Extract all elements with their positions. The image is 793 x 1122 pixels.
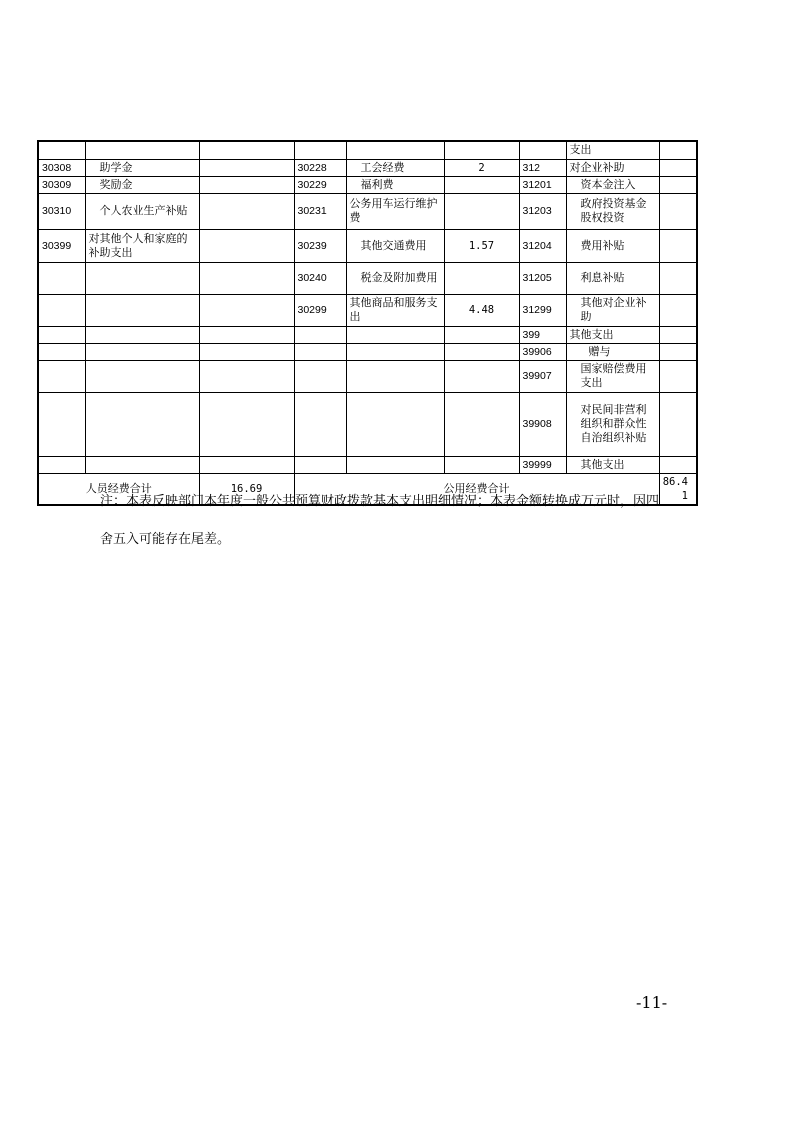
cell-name-2: 工会经费 bbox=[346, 159, 444, 176]
cell-name-2 bbox=[346, 392, 444, 456]
cell-value-3 bbox=[659, 360, 697, 392]
cell-code-3: 31205 bbox=[519, 262, 566, 294]
cell-name-1 bbox=[85, 294, 199, 326]
cell-name-3: 国家赔偿费用支出 bbox=[566, 360, 659, 392]
personnel-total-value: 16.69 bbox=[199, 473, 294, 505]
cell-name-3: 费用补贴 bbox=[566, 229, 659, 262]
cell-code-3: 31299 bbox=[519, 294, 566, 326]
cell-value-2 bbox=[444, 176, 519, 193]
table-row bbox=[38, 456, 697, 473]
cell-name-1: 奖励金 bbox=[85, 176, 199, 193]
table-row bbox=[38, 193, 697, 229]
cell-name-2 bbox=[346, 456, 444, 473]
budget-detail-table bbox=[37, 140, 698, 506]
cell-name-2 bbox=[346, 343, 444, 360]
cell-value-3 bbox=[659, 294, 697, 326]
cell-code-1 bbox=[38, 326, 85, 343]
cell-code-2: 30239 bbox=[294, 229, 346, 262]
cell-code-1 bbox=[38, 392, 85, 456]
cell-name-1 bbox=[85, 326, 199, 343]
cell-value-1 bbox=[199, 343, 294, 360]
cell-code-1 bbox=[38, 360, 85, 392]
table-row bbox=[38, 294, 697, 326]
cell-value-3 bbox=[659, 343, 697, 360]
table-row bbox=[38, 229, 697, 262]
cell-code-3: 39906 bbox=[519, 343, 566, 360]
cell-name-2 bbox=[346, 141, 444, 159]
cell-name-2: 公务用车运行维护费 bbox=[346, 193, 444, 229]
cell-value-2: 2 bbox=[444, 159, 519, 176]
cell-name-1 bbox=[85, 360, 199, 392]
cell-code-1: 30308 bbox=[38, 159, 85, 176]
cell-code-3: 399 bbox=[519, 326, 566, 343]
table-row bbox=[38, 141, 697, 159]
cell-name-1 bbox=[85, 392, 199, 456]
table-row bbox=[38, 343, 697, 360]
cell-name-3: 其他对企业补助 bbox=[566, 294, 659, 326]
cell-value-3 bbox=[659, 326, 697, 343]
cell-value-3 bbox=[659, 141, 697, 159]
table-row bbox=[38, 176, 697, 193]
cell-value-2 bbox=[444, 456, 519, 473]
cell-name-3: 其他支出 bbox=[566, 456, 659, 473]
cell-value-3 bbox=[659, 159, 697, 176]
page-number: -11- bbox=[636, 993, 668, 1012]
cell-value-3 bbox=[659, 193, 697, 229]
cell-value-1 bbox=[199, 176, 294, 193]
table-note: 注：本表反映部门本年度一般公共预算财政拨款基本支出明细情况；本表金额转换成万元时，因四 bbox=[100, 494, 660, 509]
cell-name-3: 利息补贴 bbox=[566, 262, 659, 294]
cell-code-2 bbox=[294, 343, 346, 360]
cell-code-2: 30299 bbox=[294, 294, 346, 326]
cell-code-1: 30310 bbox=[38, 193, 85, 229]
cell-name-3: 对民间非营利组织和群众性自治组织补贴 bbox=[566, 392, 659, 456]
cell-code-3 bbox=[519, 141, 566, 159]
cell-value-2 bbox=[444, 141, 519, 159]
cell-value-3 bbox=[659, 176, 697, 193]
cell-name-1 bbox=[85, 343, 199, 360]
cell-code-3: 31201 bbox=[519, 176, 566, 193]
cell-value-3 bbox=[659, 456, 697, 473]
cell-value-2 bbox=[444, 262, 519, 294]
cell-code-1 bbox=[38, 141, 85, 159]
cell-name-1 bbox=[85, 141, 199, 159]
table-note-continued: 舍五入可能存在尾差。 bbox=[100, 532, 231, 547]
cell-name-3: 政府投资基金股权投资 bbox=[566, 193, 659, 229]
table-row bbox=[38, 326, 697, 343]
cell-value-3 bbox=[659, 262, 697, 294]
cell-code-2 bbox=[294, 456, 346, 473]
cell-value-3 bbox=[659, 392, 697, 456]
cell-code-3: 31203 bbox=[519, 193, 566, 229]
cell-name-1 bbox=[85, 262, 199, 294]
cell-name-1 bbox=[85, 456, 199, 473]
cell-name-2 bbox=[346, 360, 444, 392]
cell-value-1 bbox=[199, 360, 294, 392]
cell-name-1: 助学金 bbox=[85, 159, 199, 176]
cell-value-2: 4.48 bbox=[444, 294, 519, 326]
cell-code-1: 30309 bbox=[38, 176, 85, 193]
cell-value-2: 1.57 bbox=[444, 229, 519, 262]
cell-name-3: 其他支出 bbox=[566, 326, 659, 343]
table-row bbox=[38, 360, 697, 392]
cell-value-1 bbox=[199, 294, 294, 326]
cell-code-2: 30240 bbox=[294, 262, 346, 294]
cell-name-1: 个人农业生产补贴 bbox=[85, 193, 199, 229]
cell-value-1 bbox=[199, 456, 294, 473]
cell-value-1 bbox=[199, 392, 294, 456]
cell-code-2 bbox=[294, 141, 346, 159]
cell-value-1 bbox=[199, 159, 294, 176]
cell-value-1 bbox=[199, 262, 294, 294]
cell-name-1: 对其他个人和家庭的补助支出 bbox=[85, 229, 199, 262]
cell-code-2 bbox=[294, 392, 346, 456]
cell-code-1 bbox=[38, 343, 85, 360]
cell-name-2 bbox=[346, 326, 444, 343]
table-body bbox=[38, 141, 697, 505]
cell-name-2: 福利费 bbox=[346, 176, 444, 193]
cell-value-1 bbox=[199, 326, 294, 343]
cell-code-3: 31204 bbox=[519, 229, 566, 262]
cell-value-2 bbox=[444, 392, 519, 456]
cell-code-2: 30228 bbox=[294, 159, 346, 176]
cell-code-2 bbox=[294, 360, 346, 392]
personnel-total-label: 人员经费合计 bbox=[38, 473, 199, 505]
table-row bbox=[38, 392, 697, 456]
cell-code-2: 30229 bbox=[294, 176, 346, 193]
cell-value-1 bbox=[199, 229, 294, 262]
cell-code-1: 30399 bbox=[38, 229, 85, 262]
cell-code-1 bbox=[38, 456, 85, 473]
cell-code-3: 312 bbox=[519, 159, 566, 176]
cell-value-1 bbox=[199, 193, 294, 229]
cell-code-1 bbox=[38, 294, 85, 326]
cell-name-3: 支出 bbox=[566, 141, 659, 159]
cell-code-3: 39908 bbox=[519, 392, 566, 456]
cell-name-2: 其他商品和服务支出 bbox=[346, 294, 444, 326]
cell-value-2 bbox=[444, 343, 519, 360]
cell-code-3: 39999 bbox=[519, 456, 566, 473]
cell-name-3: 对企业补助 bbox=[566, 159, 659, 176]
cell-name-2: 税金及附加费用 bbox=[346, 262, 444, 294]
cell-value-2 bbox=[444, 360, 519, 392]
cell-code-2: 30231 bbox=[294, 193, 346, 229]
cell-value-1 bbox=[199, 141, 294, 159]
table-row bbox=[38, 159, 697, 176]
cell-value-2 bbox=[444, 326, 519, 343]
cell-name-3: 资本金注入 bbox=[566, 176, 659, 193]
cell-code-3: 39907 bbox=[519, 360, 566, 392]
public-total-label: 公用经费合计 bbox=[294, 473, 659, 505]
public-total-value: 86.41 bbox=[659, 473, 697, 505]
cell-name-2: 其他交通费用 bbox=[346, 229, 444, 262]
cell-code-1 bbox=[38, 262, 85, 294]
cell-value-3 bbox=[659, 229, 697, 262]
cell-code-2 bbox=[294, 326, 346, 343]
table-row bbox=[38, 262, 697, 294]
cell-value-2 bbox=[444, 193, 519, 229]
cell-name-3: 赠与 bbox=[566, 343, 659, 360]
